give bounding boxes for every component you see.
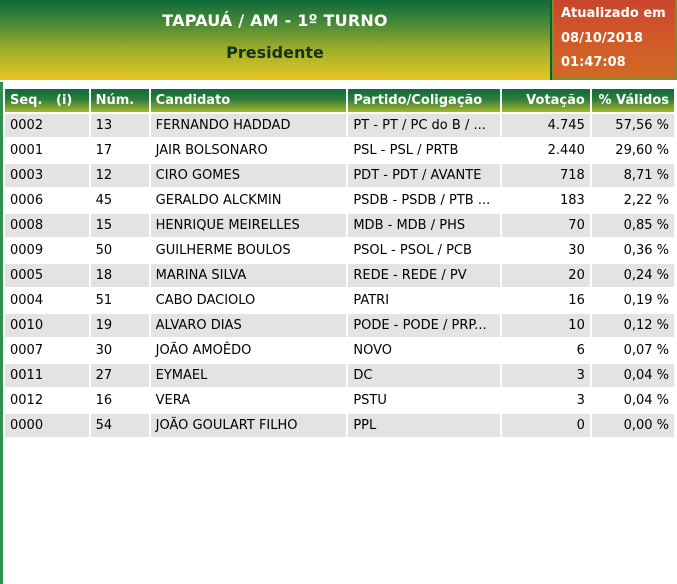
cell-pct: 0,00 % [592, 414, 674, 437]
cell-num: 30 [91, 339, 149, 362]
cell-num: 12 [91, 164, 149, 187]
cell-seq: 0007 [5, 339, 89, 362]
update-label: Atualizado em [561, 6, 666, 21]
cell-num: 18 [91, 264, 149, 287]
cell-candidate: FERNANDO HADDAD [151, 114, 347, 137]
table-header-row [5, 89, 674, 112]
table-row [5, 114, 674, 137]
cell-seq: 0002 [5, 114, 89, 137]
cell-seq: 0012 [5, 389, 89, 412]
cell-party: NOVO [348, 339, 500, 362]
cell-candidate: CIRO GOMES [151, 164, 347, 187]
cell-seq: 0008 [5, 214, 89, 237]
cell-candidate: HENRIQUE MEIRELLES [151, 214, 347, 237]
cell-num: 27 [91, 364, 149, 387]
cell-pct: 0,07 % [592, 339, 674, 362]
cell-seq: 0003 [5, 164, 89, 187]
cell-votes: 16 [502, 289, 590, 312]
cell-votes: 3 [502, 389, 590, 412]
cell-pct: 57,56 % [592, 114, 674, 137]
cell-party: PT - PT / PC do B / ... [348, 114, 500, 137]
cell-votes: 3 [502, 364, 590, 387]
cell-party: PSL - PSL / PRTB [348, 139, 500, 162]
cell-votes: 10 [502, 314, 590, 337]
table-row [5, 364, 674, 387]
cell-votes: 6 [502, 339, 590, 362]
cell-seq: 0009 [5, 239, 89, 262]
cell-num: 50 [91, 239, 149, 262]
cell-seq: 0011 [5, 364, 89, 387]
update-time: 01:47:08 [561, 55, 626, 70]
column-header-party[interactable]: Partido/Coligação [348, 89, 500, 112]
cell-candidate: CABO DACIOLO [151, 289, 347, 312]
cell-num: 19 [91, 314, 149, 337]
cell-votes: 20 [502, 264, 590, 287]
cell-votes: 2.440 [502, 139, 590, 162]
cell-num: 54 [91, 414, 149, 437]
table-row [5, 289, 674, 312]
cell-seq: 0005 [5, 264, 89, 287]
table-row [5, 214, 674, 237]
cell-seq: 0010 [5, 314, 89, 337]
cell-party: REDE - REDE / PV [348, 264, 500, 287]
cell-seq: 0006 [5, 189, 89, 212]
cell-party: PODE - PODE / PRP... [348, 314, 500, 337]
cell-seq: 0001 [5, 139, 89, 162]
update-date: 08/10/2018 [561, 31, 643, 46]
table-row [5, 239, 674, 262]
cell-pct: 0,36 % [592, 239, 674, 262]
table-row [5, 164, 674, 187]
column-header-seq[interactable]: Seq. (i) [5, 89, 89, 112]
cell-candidate: EYMAEL [151, 364, 347, 387]
cell-votes: 718 [502, 164, 590, 187]
update-info-box [552, 0, 677, 80]
cell-num: 13 [91, 114, 149, 137]
column-header-votes[interactable]: Votação [502, 89, 590, 112]
cell-votes: 0 [502, 414, 590, 437]
cell-party: DC [348, 364, 500, 387]
cell-candidate: GUILHERME BOULOS [151, 239, 347, 262]
table-row [5, 389, 674, 412]
cell-votes: 4.745 [502, 114, 590, 137]
cell-party: PDT - PDT / AVANTE [348, 164, 500, 187]
table-row [5, 264, 674, 287]
cell-party: MDB - MDB / PHS [348, 214, 500, 237]
cell-candidate: VERA [151, 389, 347, 412]
column-header-candidate[interactable]: Candidato [151, 89, 347, 112]
table-row [5, 314, 674, 337]
cell-pct: 0,19 % [592, 289, 674, 312]
office-subtitle: Presidente [226, 43, 324, 62]
cell-pct: 0,04 % [592, 389, 674, 412]
cell-party: PSTU [348, 389, 500, 412]
cell-party: PSDB - PSDB / PTB ... [348, 189, 500, 212]
cell-candidate: GERALDO ALCKMIN [151, 189, 347, 212]
cell-party: PATRI [348, 289, 500, 312]
cell-seq: 0000 [5, 414, 89, 437]
table-row [5, 414, 674, 437]
table-row [5, 139, 674, 162]
results-table [3, 87, 676, 439]
cell-party: PSOL - PSOL / PCB [348, 239, 500, 262]
cell-candidate: MARINA SILVA [151, 264, 347, 287]
column-header-num[interactable]: Núm. [91, 89, 149, 112]
cell-candidate: ALVARO DIAS [151, 314, 347, 337]
table-row [5, 339, 674, 362]
cell-num: 17 [91, 139, 149, 162]
cell-votes: 70 [502, 214, 590, 237]
cell-party: PPL [348, 414, 500, 437]
cell-seq: 0004 [5, 289, 89, 312]
cell-pct: 0,24 % [592, 264, 674, 287]
cell-pct: 8,71 % [592, 164, 674, 187]
cell-num: 16 [91, 389, 149, 412]
cell-num: 45 [91, 189, 149, 212]
header-banner [0, 0, 552, 80]
cell-candidate: JOÃO GOULART FILHO [151, 414, 347, 437]
cell-num: 51 [91, 289, 149, 312]
cell-candidate: JAIR BOLSONARO [151, 139, 347, 162]
table-row [5, 189, 674, 212]
column-header-pct[interactable]: % Válidos [592, 89, 674, 112]
cell-pct: 2,22 % [592, 189, 674, 212]
cell-pct: 0,85 % [592, 214, 674, 237]
cell-pct: 0,04 % [592, 364, 674, 387]
cell-candidate: JOÃO AMOÊDO [151, 339, 347, 362]
cell-votes: 183 [502, 189, 590, 212]
cell-num: 15 [91, 214, 149, 237]
page-title: TAPAUÁ / AM - 1º TURNO [162, 11, 388, 30]
cell-pct: 29,60 % [592, 139, 674, 162]
cell-pct: 0,12 % [592, 314, 674, 337]
cell-votes: 30 [502, 239, 590, 262]
